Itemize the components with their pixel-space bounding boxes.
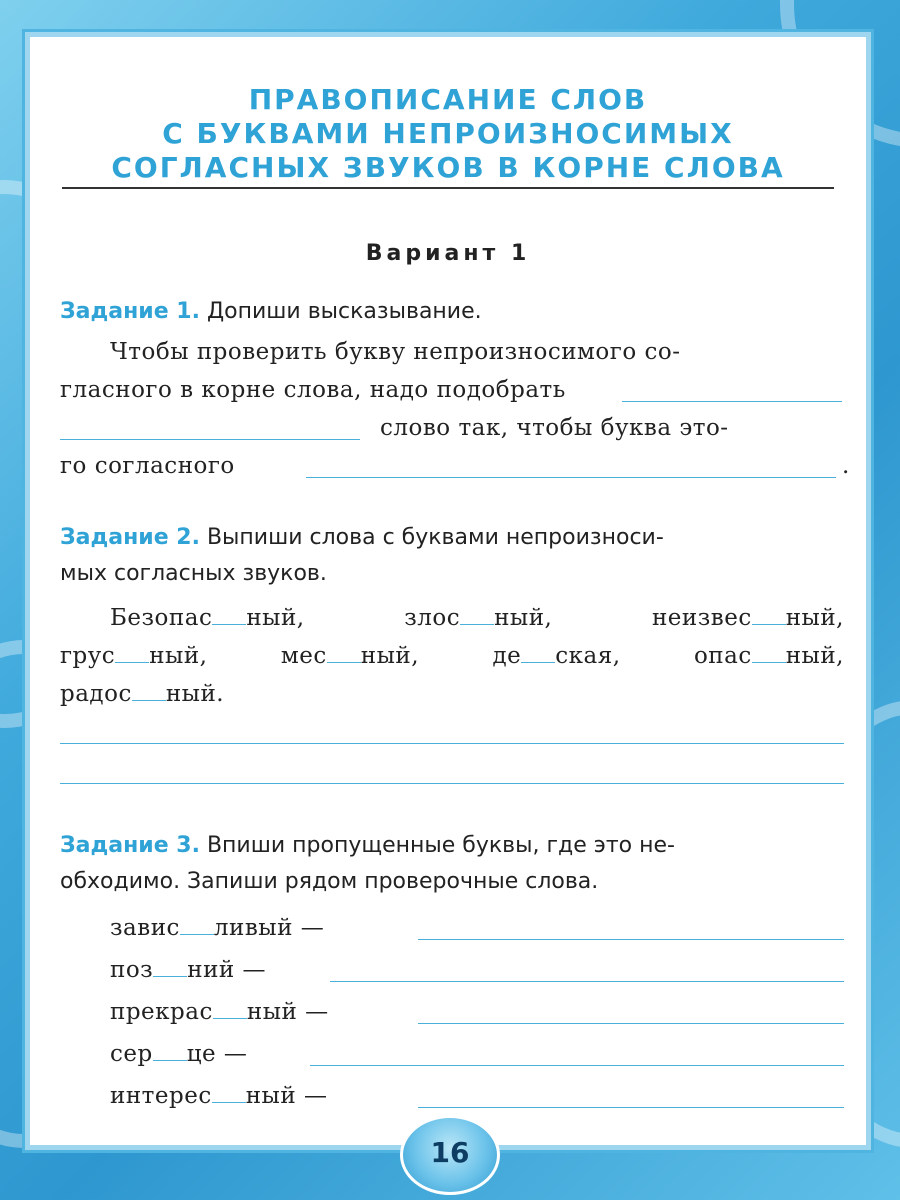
task1-text-line4: го согласного <box>60 453 235 479</box>
task1-text-line2: гласного в корне слова, надо подобрать <box>60 377 566 403</box>
variant-heading: Вариант 1 <box>365 241 531 266</box>
word-item: неизвес ный, <box>651 605 844 631</box>
missing-letter-blank[interactable] <box>752 604 786 625</box>
task2-instruction: Выпиши слова с буквами непроизноси- <box>206 525 664 550</box>
task2-answer-line-1[interactable] <box>60 743 844 744</box>
task3-label: Задание 3. <box>60 833 200 858</box>
task3-heading <box>60 831 675 861</box>
missing-letter-blank[interactable] <box>132 680 166 701</box>
task1-instruction: Допиши высказывание. <box>206 299 482 324</box>
task1-label: Задание 1. <box>60 299 200 324</box>
page-number: 16 <box>430 1136 470 1169</box>
check-word-line[interactable] <box>310 1065 844 1066</box>
task2-words-row1 <box>110 603 844 633</box>
task1-answer-line-3[interactable] <box>306 477 836 478</box>
task1-text-line3: слово так, чтобы буква это- <box>380 415 729 441</box>
check-word-line[interactable] <box>418 1107 844 1108</box>
task3-word: прекрас ный — <box>110 999 329 1025</box>
check-word-line[interactable] <box>330 981 844 982</box>
word-item: де ская, <box>492 643 621 669</box>
title-line-2: С БУКВАМИ НЕПРОИЗНОСИМЫХ <box>162 117 734 150</box>
task1-period: . <box>842 453 850 479</box>
word-item: радос ный. <box>60 681 225 707</box>
missing-letter-blank[interactable] <box>460 604 494 625</box>
task2-words-row2 <box>60 641 844 671</box>
task2-instruction-line2: мых согласных звуков. <box>60 561 327 586</box>
task2-heading <box>60 523 664 553</box>
task3-instruction: Впиши пропущенные буквы, где это не- <box>206 833 675 858</box>
missing-letter-blank[interactable] <box>115 642 149 663</box>
missing-letter-blank[interactable] <box>752 642 786 663</box>
task2-answer-line-2[interactable] <box>60 783 844 784</box>
task1-heading <box>60 297 482 327</box>
word-item: грус ный, <box>60 643 208 669</box>
word-item: опас ный, <box>693 643 844 669</box>
task1-answer-line-2[interactable] <box>60 439 360 440</box>
task3-instruction-line2: обходимо. Запиши рядом проверочные слова. <box>60 869 599 894</box>
check-word-line[interactable] <box>418 1023 844 1024</box>
word-item: Безопас ный, <box>110 605 305 631</box>
task2-words-row3 <box>60 679 224 709</box>
task3-word: завис ливый — <box>110 915 325 941</box>
title-line-3: СОГЛАСНЫХ ЗВУКОВ В КОРНЕ СЛОВА <box>111 151 785 184</box>
title-line-1: ПРАВОПИСАНИЕ СЛОВ <box>248 83 648 116</box>
task2-label: Задание 2. <box>60 525 200 550</box>
missing-letter-blank[interactable] <box>212 1082 246 1103</box>
task1-text-line1: Чтобы проверить букву непроизносимого со- <box>110 339 681 365</box>
task3-word: поз ний — <box>110 957 267 983</box>
check-word-line[interactable] <box>418 939 844 940</box>
word-item: злос ный, <box>404 605 553 631</box>
worksheet-page <box>25 32 871 1150</box>
page-title <box>30 83 866 185</box>
missing-letter-blank[interactable] <box>327 642 361 663</box>
word-item: мес ный, <box>280 643 420 669</box>
missing-letter-blank[interactable] <box>212 604 246 625</box>
task3-word: сер це — <box>110 1041 248 1067</box>
task3-word: интерес ный — <box>110 1083 328 1109</box>
missing-letter-blank[interactable] <box>521 642 555 663</box>
page-number-badge <box>400 1115 500 1195</box>
missing-letter-blank[interactable] <box>153 1040 187 1061</box>
task1-answer-line-1[interactable] <box>622 401 842 402</box>
missing-letter-blank[interactable] <box>180 914 214 935</box>
title-divider <box>62 187 834 189</box>
missing-letter-blank[interactable] <box>153 956 187 977</box>
missing-letter-blank[interactable] <box>213 998 247 1019</box>
